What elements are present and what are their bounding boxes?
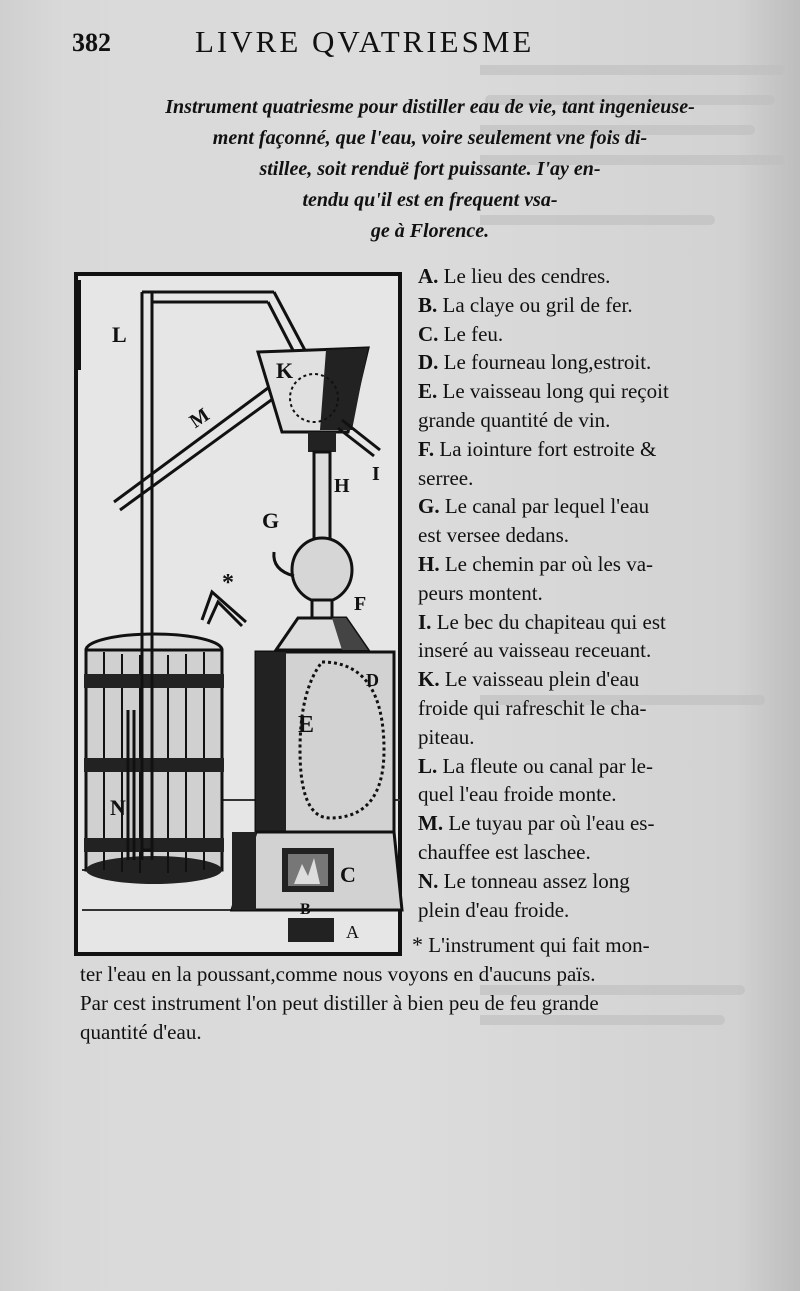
label-a: A [346,922,359,942]
legend-item-a [418,262,758,291]
legend-item-g [418,492,758,550]
legend-text: quel l'eau froide monte. [418,782,617,807]
legend-item-b [418,291,758,320]
legend-key: C. [418,321,439,346]
label-c: C [340,862,356,887]
legend-key: M. [418,811,444,836]
legend-item-k [418,665,758,751]
label-n: N [110,795,126,820]
label-d: D [366,670,379,690]
label-f: F [354,593,367,615]
chapter-heading [100,92,760,247]
legend-text: Le tuyau par où l'eau es- [448,811,655,836]
legend-key: F. [418,436,435,461]
legend-text: serree. [418,465,474,490]
legend-item-i [418,608,758,666]
legend-text: peurs montent. [418,580,543,605]
legend-text: Le feu. [443,321,504,346]
label-star: * [222,570,234,596]
heading-line: ment façonné, que l'eau, voire seulement vne fois di- [212,127,648,149]
legend-key: N. [418,868,439,893]
legend-item-h [418,550,758,608]
footnote-star: * [412,932,423,957]
legend-text: Le lieu des cendres. [443,264,611,288]
legend-text: chauffee est laschee. [418,839,591,864]
label-h: H [334,475,350,497]
legend-item-n [418,867,758,925]
label-g: G [262,508,280,533]
legend-text: Le canal par lequel l'eau [444,494,650,519]
legend-item-e [418,377,758,435]
figure-legend [418,262,758,924]
legend-item-f [418,435,758,493]
label-i: I [372,463,380,485]
pump-footnote [412,930,762,960]
legend-text: Le bec du chapiteau qui est [436,609,666,634]
legend-text: inseré au vaisseau receuant. [418,638,652,663]
legend-key: K. [418,667,440,692]
legend-item-l [418,752,758,810]
running-title: LIVRE QVATRIESME [195,24,535,59]
legend-key: B. [418,292,438,317]
legend-text: Le vaisseau plein d'eau [444,667,640,692]
legend-text: La iointure fort estroite & [439,436,657,461]
heading-line: Instrument quatriesme pour distiller eau de vie, tant ingenieuse- [165,96,695,118]
legend-key: I. [418,609,432,634]
legend-key: G. [418,494,440,519]
legend-item-c [418,320,758,349]
legend-text: Le fourneau long,estroit. [443,350,652,375]
heading-line: stillee, soit renduë fort puissante. I'ay en- [259,158,601,180]
page-number: 382 [72,28,111,57]
legend-item-d [418,348,758,377]
label-m: M [185,403,214,433]
legend-text: piteau. [418,724,475,749]
body-line: Par cest instrument l'on peut distiller à bien peu de feu grande [80,991,599,1015]
body-line: quantité d'eau. [80,1020,202,1044]
legend-text: Le vaisseau long qui reçoit [442,379,669,404]
label-k: K [276,358,294,383]
body-line: ter l'eau en la poussant,comme nous voyons en d'aucuns païs. [80,962,596,986]
barrel [84,634,224,884]
legend-key: A. [418,264,439,288]
label-l: L [112,322,127,347]
legend-text: grande quantité de vin. [418,407,611,432]
legend-key: D. [418,350,439,375]
legend-key: H. [418,551,440,576]
label-e: E [298,712,315,738]
running-header [0,14,800,59]
legend-text: La claye ou gril de fer. [442,292,633,317]
legend-text: est versee dedans. [418,523,570,548]
legend-text: Le chemin par où les va- [444,551,654,576]
heading-line: tendu qu'il est en frequent vsa- [302,189,558,211]
legend-key: L. [418,753,438,778]
distillation-apparatus-woodcut [72,270,404,958]
footnote-line: L'instrument qui fait mon- [428,933,650,957]
heading-line: ge à Florence. [370,220,490,242]
legend-item-m [418,809,758,867]
legend-text: La fleute ou canal par le- [442,753,653,778]
body-paragraph [80,960,760,1047]
label-b: B [300,901,311,918]
legend-text: plein d'eau froide. [418,897,570,922]
legend-text: Le tonneau assez long [443,868,630,893]
legend-key: E. [418,379,438,404]
legend-text: froide qui rafreschit le cha- [418,695,647,720]
